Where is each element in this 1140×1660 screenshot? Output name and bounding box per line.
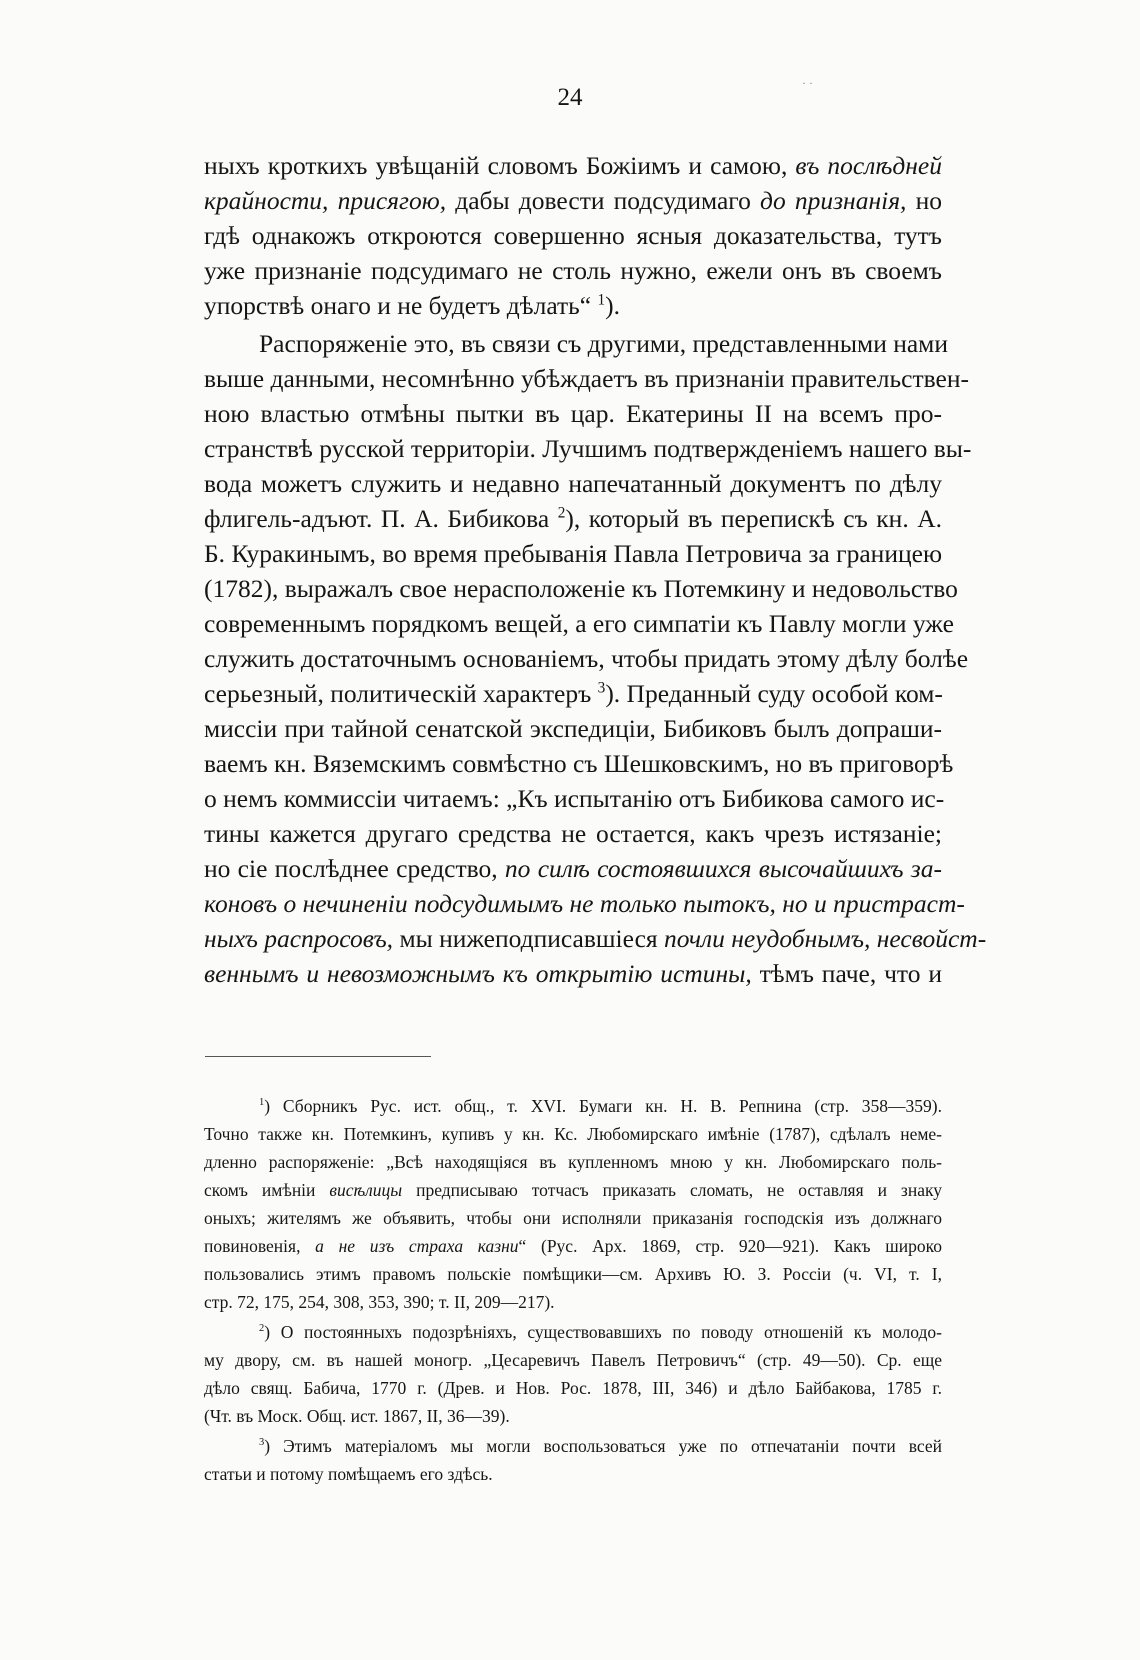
footnote-line: (Чт. въ Моск. Общ. ист. 1867, II, 36—39). <box>204 1406 510 1426</box>
text-line: современнымъ порядкомъ вещей, а его симпатіи къ Павлу могли уже <box>204 609 954 638</box>
text-line: но сіе послѣднее средство, по силѣ состоявшихся высочайшихъ за- <box>204 854 942 883</box>
footnote-line: пользовались этимъ правомъ польскіе помѣщики—см. Архивъ Ю. З. Россіи (ч. VI, т. I, <box>204 1264 942 1284</box>
text-line: флигель-адъют. П. А. Бибикова $^2$), который въ перепискѣ съ кн. А. <box>204 504 942 533</box>
text-line: ныхъ распросовъ, мы нижеподписавшіеся почли неудобнымъ, несвойст- <box>204 924 987 953</box>
footnote-line: $^3$) Этимъ матеріаломъ мы могли воспользоваться уже по отпечатаніи почти всей <box>259 1436 942 1456</box>
text-line: веннымъ и невозможнымъ къ открытію истины, тѣмъ паче, что и <box>204 959 942 988</box>
text-line: упорствѣ онаго и не будетъ дѣлать“ $^1$). <box>204 291 620 320</box>
footnote-line: Точно также кн. Потемкинъ, купивъ у кн. Кс. Любомирскаго имѣніе (1787), сдѣлалъ неме- <box>204 1124 942 1144</box>
text-line: Распоряженіе это, въ связи съ другими, представленными нами <box>259 329 948 358</box>
text-line: тины кажется другаго средства не остается, какъ чрезъ истязаніе; <box>204 819 942 848</box>
text-line: серьезный, политическій характеръ $^3$). Преданный суду особой ком- <box>204 679 943 708</box>
footnote-line: статьи и потому помѣщаемъ его здѣсь. <box>204 1464 493 1484</box>
text-line: миссіи при тайной сенатской экспедиціи, Бибиковъ былъ допраши- <box>204 714 942 743</box>
text-line: Б. Куракинымъ, во время пребыванія Павла Петровича за границею <box>204 539 942 568</box>
footnote-line: $^2$) О постоянныхъ подозрѣніяхъ, существовавшихъ по поводу отношеній къ молодо- <box>259 1322 942 1342</box>
main-text <box>204 148 987 991</box>
footnote-line: оныхъ; жителямъ же объявить, чтобы они исполняли приказанія господскія изъ должнаго <box>204 1208 942 1228</box>
footnote-line: повиновенія, а не изъ страха казни“ (Рус. Арх. 1869, стр. 920—921). Какъ широко <box>204 1236 942 1256</box>
footnote-line: дленно распоряженіе: „Всѣ находящіяся въ купленномъ мною у кн. Любомирскаго поль- <box>204 1152 942 1172</box>
footnote-line: стр. 72, 175, 254, 308, 353, 390; т. II, 209—217). <box>204 1292 555 1312</box>
footnote-line: му двору, см. въ нашей моногр. „Цесаревичъ Павелъ Петровичъ“ (стр. 49—50). Ср. еще <box>204 1350 942 1370</box>
text-line: выше данными, несомнѣнно убѣждаетъ въ признаніи правительствен- <box>204 364 969 393</box>
footnotes <box>204 1092 942 1488</box>
text-line: ною властью отмѣны пытки въ цар. Екатерины II на всемъ про- <box>204 399 942 428</box>
page-number: 24 <box>557 84 583 111</box>
text-line: ныхъ кроткихъ увѣщаній словомъ Божіимъ и самою, въ послѣдней <box>204 151 942 180</box>
text-line: (1782), выражалъ свое нерасположеніе къ Потемкину и недовольство <box>204 574 958 603</box>
text-line: коновъ о нечиненіи подсудимымъ не только пытокъ, но и пристраст- <box>204 889 965 918</box>
footnote-line: $^1$) Сборникъ Рус. ист. общ., т. XVI. Бумаги кн. Н. В. Репнина (стр. 358—359). <box>259 1096 942 1116</box>
text-line: уже признаніе подсудимаго не столь нужно, ежели онъ въ своемъ <box>204 256 942 285</box>
text-line: крайности, присягою, дабы довести подсудимаго до признанія, но <box>204 186 942 215</box>
footnote-separator <box>205 1056 431 1057</box>
text-line: о немъ коммиссіи читаемъ: „Къ испытанію отъ Бибикова самого ис- <box>204 784 945 813</box>
text-line: служить достаточнымъ основаніемъ, чтобы придать этому дѣлу болѣе <box>204 644 969 673</box>
text-line: странствѣ русской территоріи. Лучшимъ подтвержденіемъ нашего вы- <box>204 434 972 463</box>
footnote-line: скомъ имѣніи висѣлицы предписываю тотчасъ приказать сломать, не оставляя и знаку <box>204 1180 942 1200</box>
text-line: гдѣ однакожъ откроются совершенно ясныя доказательства, тутъ <box>204 221 942 250</box>
text-line: вода можетъ служить и недавно напечатанный документъ по дѣлу <box>204 469 942 498</box>
scan-speck: · · <box>802 76 813 90</box>
text-line: ваемъ кн. Вяземскимъ совмѣстно съ Шешковскимъ, но въ приговорѣ <box>204 749 954 778</box>
footnote-line: дѣло свящ. Бабича, 1770 г. (Древ. и Нов. Рос. 1878, III, 346) и дѣло Байбакова, 1785 г. <box>204 1378 942 1398</box>
